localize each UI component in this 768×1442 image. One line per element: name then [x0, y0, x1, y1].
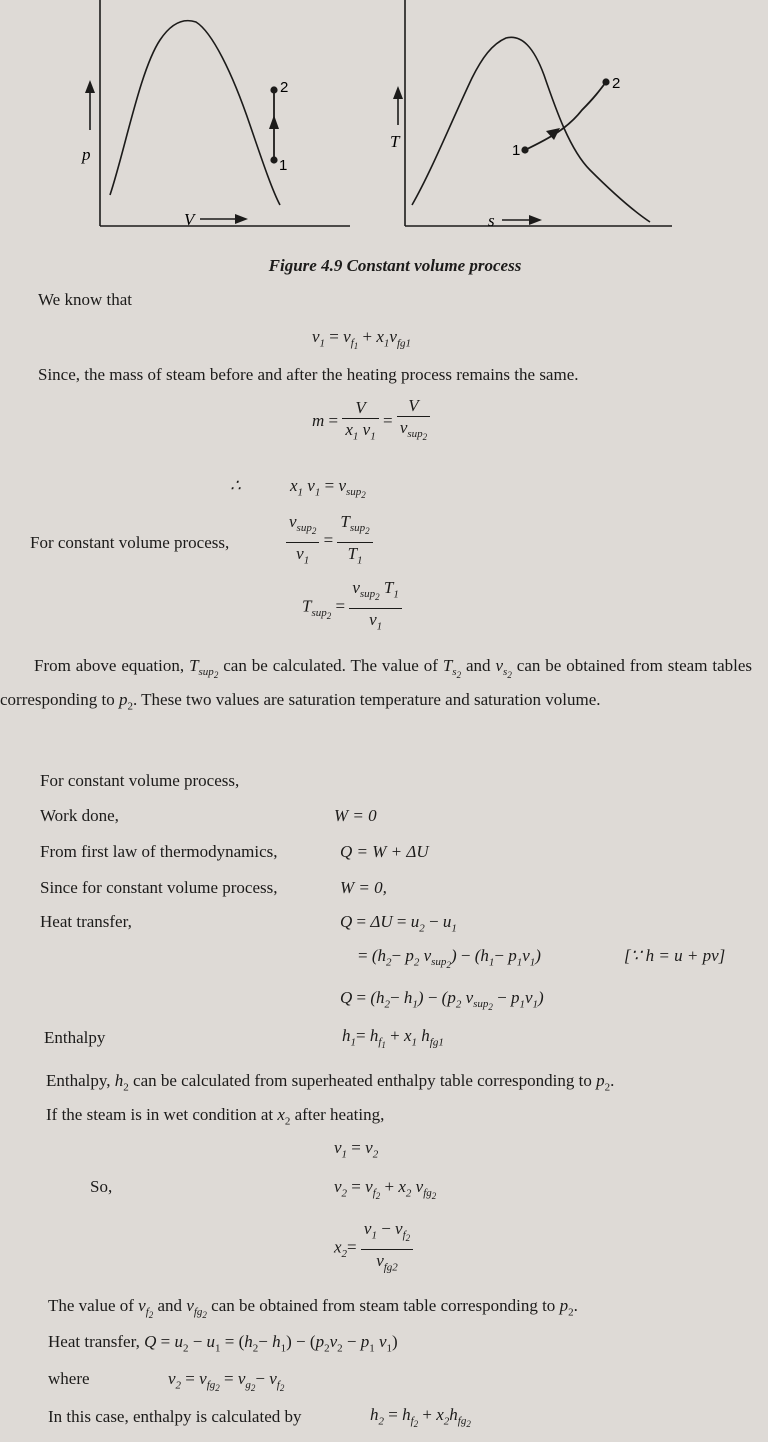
pv-v-arrow-head [235, 214, 248, 224]
eq-v2-where: $v_2 = v_{fg_2} = v_{g_2}- v_{f_2}$ [168, 1369, 285, 1394]
heat-transfer-2-text: Heat transfer, $Q = u_2 - u_1 = (h_2- h_1) - (p_2v_2 - p_1$ $v_1$) [48, 1332, 398, 1355]
ts-saturation-dome [412, 37, 650, 222]
for-const-vol-text-1: For constant volume process, [30, 533, 230, 552]
pv-saturation-dome [110, 21, 280, 205]
wet-condition-text: If the steam is in wet condition at $x_2$ after heating, [46, 1105, 385, 1128]
in-this-case-text: In this case, enthalpy is calculated by [48, 1407, 302, 1426]
pv-point-1-label: 1 [279, 157, 288, 174]
pv-x-label: V [184, 210, 195, 229]
eq-x2: $x_2=$ $\frac{v_1 - v_{f_2}}{v_{fg2}}$ [334, 1219, 413, 1278]
since-mass-text: Since, the mass of steam before and after the heating process remains the same. [38, 365, 579, 384]
heat-transfer-label: Heat transfer, [40, 912, 132, 931]
pv-point-2-label: 2 [280, 79, 289, 96]
eq-h1: $h_1= h_{f_1} + x_1$ $h_{fg1}$ [342, 1026, 444, 1051]
ts-process-line [525, 82, 606, 150]
ts-point-1 [521, 146, 528, 153]
enthalpy-h2-text: Enthalpy, $h_2$ can be calculated from superheated enthalpy table corresponding to $p_2$. [46, 1071, 615, 1094]
for-const-vol-text-2: For constant volume process, [40, 771, 240, 790]
eq-x1v1: $x_1$ $v_1 = v_{sup_2}$ [290, 476, 366, 501]
value-vf2-text: The value of $v_{f_2}$ and $v_{fg_2}$ can be obtained from steam table corresponding to $p_2$. [48, 1296, 578, 1321]
ts-y-label: T [390, 132, 400, 151]
eq-q-expand: = ($h_2- p_2$ $v_{sup_2}) - (h_1- p_1v_1)$ [358, 946, 541, 971]
pv-point-1 [270, 156, 277, 163]
since-const-vol-label: Since for constant volume process, [40, 878, 278, 897]
since-symbol: [∵ h = u + pv] [624, 946, 726, 965]
eq-w-zero-2: W = 0, [340, 878, 387, 897]
first-law-label: From first law of thermodynamics, [40, 842, 278, 861]
ts-x-label: s [488, 211, 495, 230]
pv-y-label: p [82, 145, 91, 164]
ts-diagram [390, 0, 672, 230]
enthalpy-label: Enthalpy [44, 1028, 106, 1047]
pv-p-arrow-head [85, 80, 95, 93]
eq-h2: $h_2 = h_{f_2} + x_2h_{fg_2}$ [370, 1405, 471, 1430]
eq-q-final: $Q = (h_2- h_1) - (p_2$ $v_{sup_2} - p_1v_1$) [340, 988, 544, 1013]
eq-mass: m = $\frac{V}{x_1 v_1}$ = $\frac{V}{v_{sup_2}}$ [312, 396, 430, 449]
work-done-label: Work done, [40, 806, 119, 825]
pv-diagram [81, 0, 350, 229]
eq-tsup2: $T_{sup_2}$ = $\frac{v_{sup_2} T_1}{v_1}$ [302, 578, 402, 637]
eq-q-w-du: Q = W + ΔU [340, 842, 429, 861]
ts-s-arrow-head [529, 215, 542, 225]
eq-ratio: $\frac{v_{sup_2}}{v_1}$ = $\frac{T_{sup_2}}{T_1}$ [286, 512, 373, 571]
figure-caption: Figure 4.9 Constant volume process [268, 256, 522, 275]
eq-v2: $v_2 = v_{f_2} + x_2$ $v_{fg_2}$ [334, 1177, 437, 1202]
pv-point-2 [270, 86, 277, 93]
eq-w-zero: W = 0 [334, 806, 377, 825]
figure-constant-volume [60, 0, 680, 250]
therefore-symbol: ∴ [230, 476, 241, 495]
pv-process-arrow [269, 115, 279, 129]
where-label: where [48, 1369, 90, 1388]
eq-v1: $v_1 = v_{f_1} + x_1v_{fg1}$ [312, 327, 411, 352]
eq-q-du: $Q = \Delta U = u_2 - u_1$ [340, 912, 457, 935]
we-know-text: We know that [38, 290, 132, 309]
ts-point-2 [602, 78, 609, 85]
eq-v1-v2: $v_1 = v_2$ [334, 1138, 379, 1161]
paragraph-from-above: From above equation, $T_{sup_2}$ can be calculated. The value of $T_{s_2}$ and $v_{s_2}$ can be obtained from steam tables corresponding to $p_2$. These two values are saturation temperature and saturation volume. [0, 656, 753, 712]
ts-point-1-label: 1 [512, 142, 521, 159]
so-label: So, [90, 1177, 113, 1196]
ts-point-2-label: 2 [612, 75, 621, 92]
ts-t-arrow-head [393, 86, 403, 99]
